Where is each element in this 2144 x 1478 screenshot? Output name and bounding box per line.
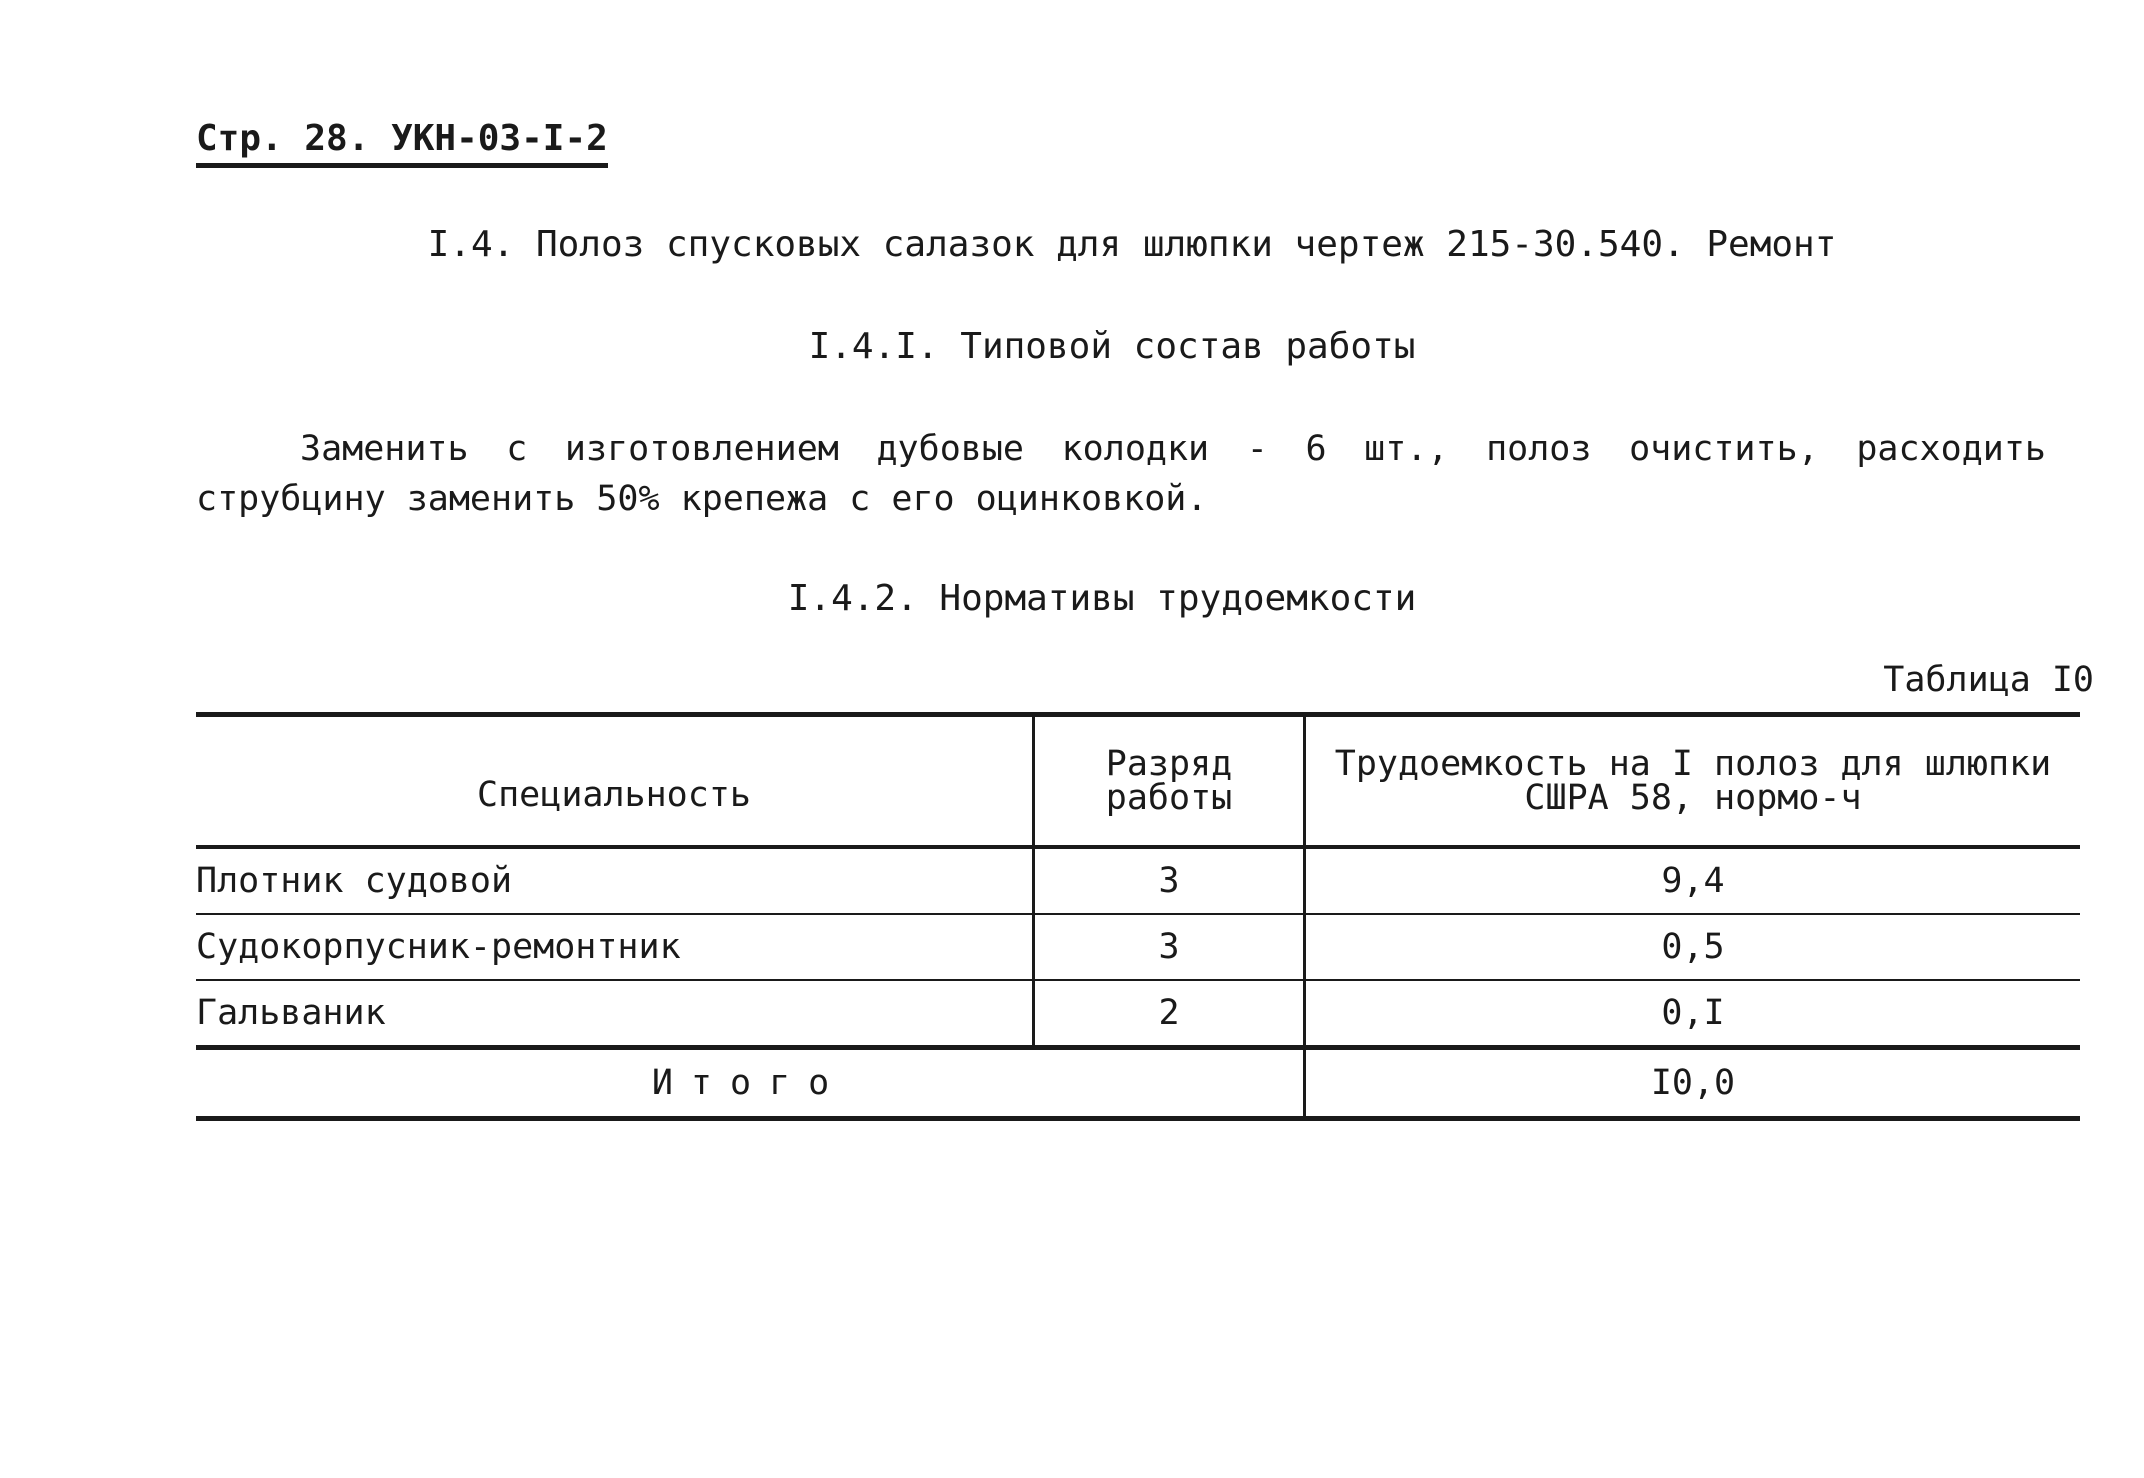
row-labor: 0,5: [1305, 914, 2081, 980]
labor-norms-table: [196, 712, 2080, 1121]
row-rank: 2: [1034, 980, 1305, 1048]
row-rank: 3: [1034, 914, 1305, 980]
subsection-title-labor-norms: I.4.2. Нормативы трудоемкости: [787, 578, 1417, 619]
table-row: [196, 914, 2080, 980]
row-labor: 0,I: [1305, 980, 2081, 1048]
work-description: Заменить с изготовлением дубовые колодки - 6 шт., полоз очистить, расходить струбцину заменить 50% крепежа с его оцинковкой.: [196, 429, 2046, 519]
table-row: [196, 980, 2080, 1048]
row-labor: 9,4: [1305, 847, 2081, 914]
row-specialty: Гальваник: [196, 980, 1034, 1048]
total-value: I0,0: [1305, 1048, 2081, 1119]
subsection-title-work-composition: I.4.I. Типовой состав работы: [808, 326, 1416, 367]
row-specialty: Плотник судовой: [196, 847, 1034, 914]
table-header-row: [196, 715, 2080, 848]
total-label: Итого: [196, 1048, 1305, 1119]
row-specialty: Судокорпусник-ремонтник: [196, 914, 1034, 980]
section-title: I.4. Полоз спусковых салазок для шлюпки чертеж 215-30.540. Ремонт: [427, 224, 1837, 265]
table-caption: Таблица I0: [1883, 660, 2094, 700]
header-specialty: [196, 715, 1034, 848]
row-rank: 3: [1034, 847, 1305, 914]
table-row: [196, 847, 2080, 914]
header-labor-line2: СШРА 58, нормо-ч: [1524, 778, 1862, 818]
page-header: Стр. 28. УКН-03-I-2: [196, 118, 608, 168]
header-labor: [1305, 715, 2081, 848]
header-rank-line1: Разряд: [1105, 744, 1233, 784]
header-labor-line1: Трудоемкость на I полоз для шлюпки: [1334, 744, 2052, 784]
header-rank: [1034, 715, 1305, 848]
table-total-row: [196, 1048, 2080, 1119]
header-specialty-label: Специальность: [477, 775, 751, 815]
header-rank-line2: работы: [1105, 778, 1233, 818]
